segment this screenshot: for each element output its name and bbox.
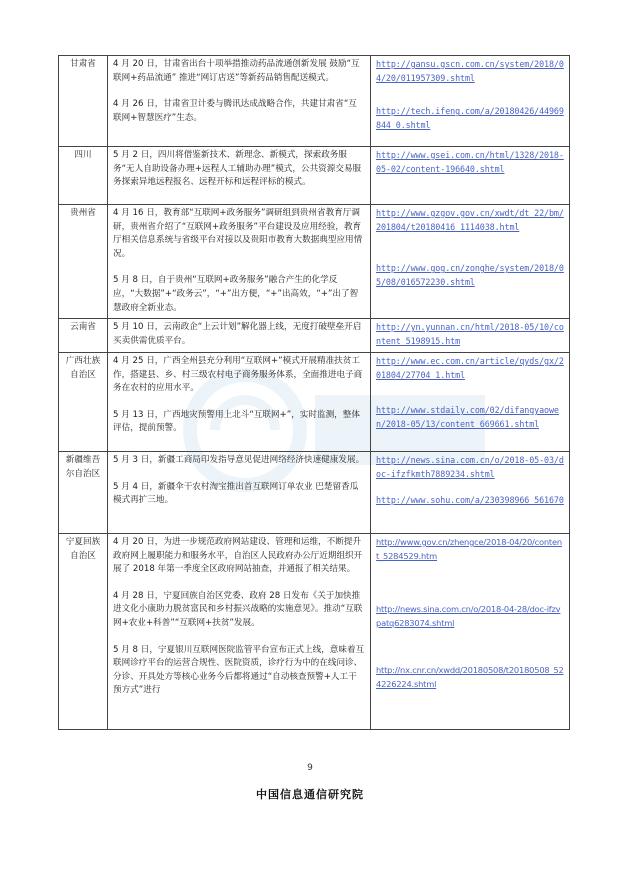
source-link[interactable]: http://www.gov.cn/zhengce/2018-04/20/content_5284529.htm <box>376 537 562 561</box>
event-text: 5 月 10 日，云南政企“上云计划”解化器上线，无度打破壁垒开启买卖供需优质平台。 <box>113 322 362 346</box>
region-cell: 广西壮族自治区 <box>59 353 108 452</box>
source-link[interactable]: http://www.sohu.com/a/230398966_561670 <box>376 495 564 506</box>
source-cell <box>371 56 570 147</box>
region-cell: 新疆维吾尔自治区 <box>59 452 108 534</box>
source-link[interactable]: http://www.ec.com.cn/article/qyds/gx/201804/27704_1.html <box>376 356 564 380</box>
event-text: 4 月 26 日，甘肃省卫计委与腾讯达成战略合作，共建甘肃省“互联网+智慧医疗”生态。 <box>113 99 357 123</box>
source-cell <box>371 147 570 205</box>
event-text: 5 月 8 日，自于贵州“互联网+政务服务”融合产生的化学反应，“大数据”+“政务云”，“+”出方便，“+”出高效，“+”出了智慧政府全新业态。 <box>113 275 359 313</box>
source-link[interactable]: http://www.stdaily.com/02/difangyaowen/2018-05/13/content_669661.shtml <box>376 405 559 429</box>
source-link[interactable]: http://yn.yunnan.cn/html/2018-05/10/content_5198915.htm <box>376 322 564 346</box>
event-text: 5 月 2 日，四川将借鉴新技术、新理念、新模式，探索政务服务“无人自助设备办理+远程人工辅助办理”模式，公共资源交易服务探索异地远程报名、远程开标和远程评标的模式。 <box>113 150 362 188</box>
page-number: 9 <box>307 763 313 773</box>
event-text: 4 月 25 日，广西全州县充分利用“互联网+”模式开展精准扶贫工作，搭建县、乡、村三级农村电子商务服务体系，全面推进电子商务在农村的应用水平。 <box>113 356 363 394</box>
event-cell <box>108 56 371 147</box>
table-row <box>59 319 570 353</box>
region-cell: 云南省 <box>59 319 108 353</box>
region-cell: 甘肃省 <box>59 56 108 147</box>
region-events-table <box>58 55 570 730</box>
event-cell <box>108 452 371 534</box>
region-cell: 四川 <box>59 147 108 205</box>
footer-org-name: 中国信息通信研究院 <box>256 788 364 801</box>
source-link[interactable]: http://www.gzgov.gov.cn/xwdt/dt_22/bm/201804/t20180416_1114038.html <box>376 208 564 232</box>
table-row <box>59 452 570 534</box>
source-link[interactable]: http://tech.ifeng.com/a/20180426/44969844_0.shtml <box>376 106 564 130</box>
source-link[interactable]: http://www.gsei.com.cn/html/1328/2018-05-02/content-196640.shtml <box>376 150 564 174</box>
source-link[interactable]: http://www.gog.cn/zonghe/system/2018/05/08/016572230.shtml <box>376 263 564 287</box>
region-cell: 宁夏回族自治区 <box>59 534 108 730</box>
source-cell <box>371 452 570 534</box>
source-cell <box>371 319 570 353</box>
event-text: 4 月 20 日，甘肃省出台十项举措推动药品流通创新发展 鼓励“互联网+药品流通” 推进“网订店送”等新药品销售配送模式。 <box>113 59 360 83</box>
event-cell <box>108 205 371 319</box>
source-cell <box>371 534 570 730</box>
event-text: 4 月 16 日，教育部“互联网+政务服务”调研组到贵州省教育厅调研，贵州省介绍了“互联网+政务服务”平台建设及应用经验，教育厅相关信息系统与省级平台对接以及贵阳市教育大数据典型应用情况。 <box>113 208 363 259</box>
table-row <box>59 353 570 452</box>
event-text: 5 月 8 日，宁夏银川互联网医院监管平台宣布正式上线，意味着互联网诊疗平台的运营合规性、医院资质，诊疗行为中的在线问诊、分诊、开具处方等核心业务今后都将通过“自动核查预警+人工干预方式”进行 <box>113 644 365 696</box>
source-link[interactable]: http://news.sina.com.cn/o/2018-05-03/doc-ifzfkmth7889234.shtml <box>376 455 564 479</box>
table-row <box>59 205 570 319</box>
source-link[interactable]: http://gansu.gscn.com.cn/system/2018/04/20/011957309.shtml <box>376 59 564 83</box>
source-cell <box>371 205 570 319</box>
event-cell <box>108 319 371 353</box>
source-link[interactable]: http://nx.cnr.cn/xwdd/20180508/t20180508_524226224.shtml <box>376 665 564 689</box>
table-row <box>59 56 570 147</box>
table-row <box>59 147 570 205</box>
source-cell <box>371 353 570 452</box>
event-text: 5 月 13 日，广西地灾预警用上北斗“互联网+”，实时监测，整体评估，提前预警。 <box>113 409 360 434</box>
event-text: 5 月 3 日，新疆工商局印发指导意见促进网络经济快速健康发展。 <box>113 455 365 465</box>
event-text: 4 月 28 日，宁夏回族自治区党委、政府 28 日发布《关于加快推进文化小康助力脱贫富民和乡村振兴战略的实施意见》。推动“互联网+农业+科普”“互联网+扶贫”发展。 <box>113 590 363 628</box>
event-text: 5 月 4 日，新疆伞干农村淘宝推出首互联网订单农业 巴楚留香瓜模式再扩三地。 <box>113 481 359 506</box>
table-row <box>59 534 570 730</box>
region-cell: 贵州省 <box>59 205 108 319</box>
source-link[interactable]: http://news.sina.com.cn/o/2018-04-28/doc-ifzvpatq6283074.shtml <box>376 604 561 628</box>
event-cell <box>108 147 371 205</box>
event-cell <box>108 534 371 730</box>
event-text: 4 月 20 日，为进一步规范政府网站建设、管理和运维，不断提升政府网上履职能力和服务水平，自治区人民政府办公厅近期组织开展了 2018 年第一季度全区政府网站抽查，并通报了相关结果。 <box>113 537 363 575</box>
event-cell <box>108 353 371 452</box>
